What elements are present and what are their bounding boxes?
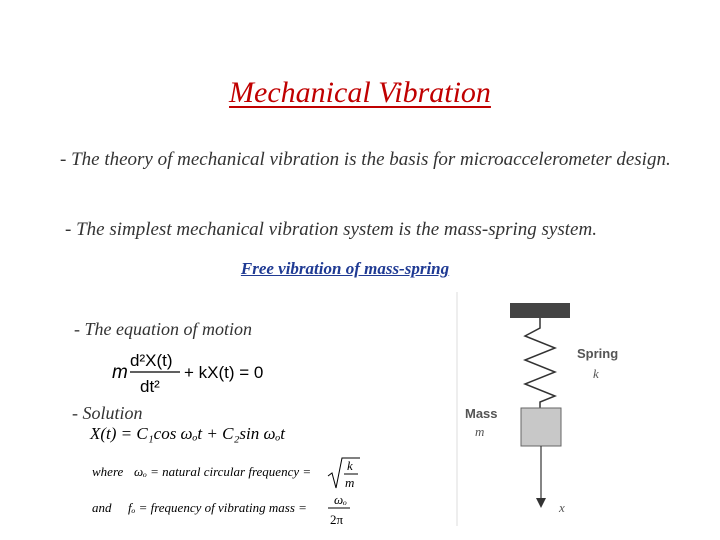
- mass-spring-diagram: [455, 288, 645, 528]
- where-numerator: k: [347, 458, 353, 473]
- spring-label: Spring: [577, 346, 619, 361]
- and-word: and: [92, 500, 112, 515]
- and-denominator: 2π: [330, 512, 344, 527]
- mass-block: [521, 408, 561, 446]
- and-text: fₒ = frequency of vibrating mass =: [128, 500, 307, 515]
- mass-label: Mass: [465, 406, 498, 421]
- equation-of-motion: [110, 346, 280, 402]
- spring-constant-symbol: k: [593, 366, 599, 381]
- bullet-solution: - Solution: [72, 403, 143, 423]
- eq-numerator: d²X(t): [130, 351, 173, 370]
- eq-denominator: dt²: [140, 377, 160, 396]
- where-text: ωₒ = natural circular frequency =: [134, 464, 312, 479]
- spring-coil: [525, 318, 555, 408]
- eq-mass-symbol: m: [112, 362, 128, 383]
- natural-frequency-equation: [92, 456, 392, 492]
- page-title: [0, 76, 720, 110]
- eq-rest: + kX(t) = 0: [184, 363, 264, 382]
- bullet-theory: - The theory of mechanical vibration is the basis for microaccelerometer design.: [60, 149, 671, 170]
- bullet-equation-of-motion: - The equation of motion: [74, 319, 252, 339]
- fixed-support: [510, 303, 570, 318]
- title-text: Mechanical Vibration: [229, 76, 491, 109]
- subtitle-text: Free vibration of mass-spring: [240, 259, 450, 278]
- where-denominator: m: [345, 475, 355, 490]
- sqrt-sign: [328, 458, 360, 488]
- section-subtitle: [0, 259, 690, 279]
- solution-equation: X(t) = C₁cos ωₒt + C₂sin ωₒt: [90, 424, 286, 443]
- vibrating-frequency-equation: [92, 492, 392, 532]
- axis-arrowhead: [536, 498, 546, 508]
- bullet-simplest-system: - The simplest mechanical vibration system is the mass-spring system.: [65, 219, 597, 240]
- mass-symbol: m: [475, 424, 485, 439]
- axis-symbol: x: [559, 500, 565, 515]
- where-word: where: [92, 464, 124, 479]
- and-numerator: ωₒ: [334, 492, 347, 507]
